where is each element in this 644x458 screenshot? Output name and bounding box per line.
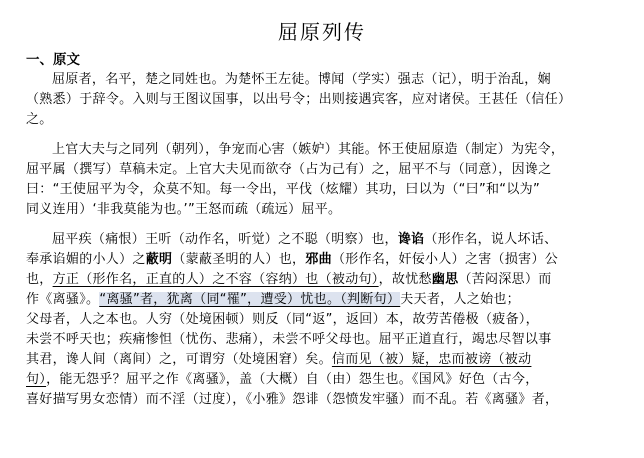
paragraph-line [26,251,622,269]
text-run: ，能无怨乎？屈平之作《离骚》，盖（大概）自（由）怨生也。《国风》好色（古今， [46,372,539,387]
text-run: （苦闷深思）而 [458,272,552,287]
underlined-run: 信而见（被）疑，忠而被谤（被动 [331,352,532,367]
paragraph-line [26,351,622,369]
paragraph-line [26,291,622,309]
paragraph-line: 屈原者，名平，楚之同姓也。为楚怀王左徒。博闻（学实）强志（记），明于治乱，娴 [52,72,551,87]
section-heading: 一、原文 [26,52,80,68]
underlined-run: 句） [26,372,47,387]
text-run: ，故忧愁 [378,272,432,287]
text-run: （形作名，奸佞小人）之害（损害）公 [331,252,559,267]
paragraph-line: 未尝不呼天也；疾痛惨怛（忧伤、悲痛），未尝不呼父母也。屈平正道直行，竭忠尽智以事 [26,332,552,347]
paragraph-line: 父母者，人之本也。人穷（处境困顿）则反（同“返”，返回）本，故劳苦倦极（疲备）， [26,312,539,327]
emphasis-run: 蔽明 [145,252,173,267]
text-run: 也， [26,272,53,287]
text-run: （蒙蔽圣明的人）也， [172,252,306,267]
text-run: 夫天者，人之始也； [400,292,520,307]
paragraph-line: 之。 [26,112,53,127]
paragraph-line [26,231,644,249]
paragraph-line: 屈平属（撰写）草稿未定。上官大夫见而欲夺（占为己有）之，屈平不与（同意），因谗之 [26,162,552,177]
paragraph-line: 上官大夫与之同列（朝列），争宠而心害（嫉妒）其能。怀王使屈原造（制定）为宪令， [52,142,565,157]
paragraph-line: 喜好描写男女恋情）而不淫（过度），《小雅》怨诽（怨愤发牢骚）而不乱。若《离骚》者， [26,392,559,407]
page-title: 屈原列传 [278,20,366,44]
text-run: 屈平疾（痛恨）王听（动作名，听觉）之不聪（明察）也， [52,232,398,247]
text-run: 其君，谗人间（离间）之，可谓穷（处境困窘）矣。 [26,352,332,367]
paragraph-line [26,371,622,389]
underlined-run: 方正（形作名，正直的人）之不容（容纳）也（被动句） [52,272,379,287]
text-run: （形作名，说人坏话、 [424,232,558,247]
paragraph-line: 同义连用）‘非我莫能为也。’”王怒而疏（疏远）屈平。 [26,202,342,217]
text-run: 作《离骚》。 [26,292,100,307]
emphasis-run: 谗谄 [397,232,425,247]
highlighted-run: “离骚”者，犹离（同“罹”，遭受）忧也。（判断句） [99,292,401,307]
paragraph-line: （熟悉）于辞令。入则与王图议国事，以出号令；出则接遇宾客，应对诸侯。王甚任（信任） [26,92,572,107]
paragraph-line: 曰：“王使屈平为令，众莫不知。每一令出，平伐（炫耀）其功，曰以为（“曰”和“以为” [26,182,540,197]
emphasis-run: 幽思 [431,272,459,287]
text-run: 奉承谄媚的小人）之 [26,252,146,267]
paragraph-line [26,271,622,289]
emphasis-run: 邪曲 [305,252,332,267]
